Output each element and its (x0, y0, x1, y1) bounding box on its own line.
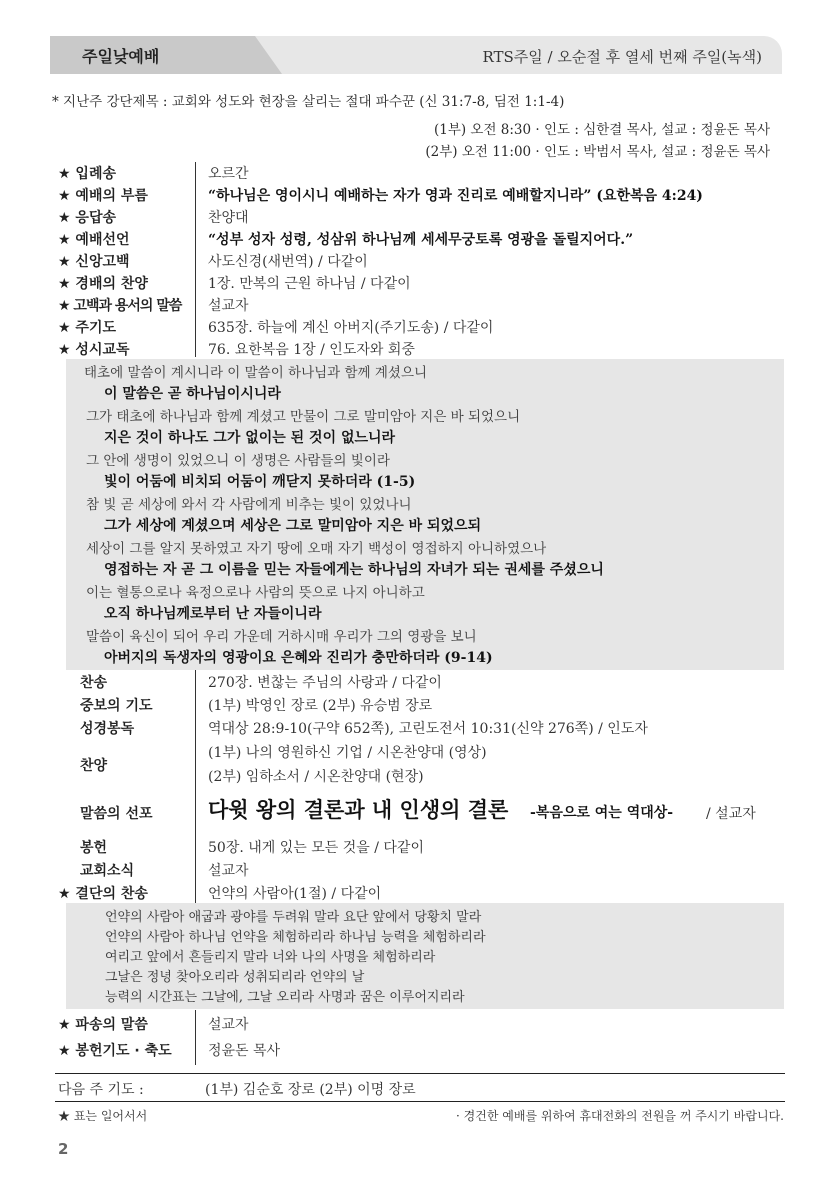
order-label: ★ 응답송 (58, 210, 116, 226)
order-label: 말씀의 선포 (80, 806, 153, 822)
order-value: 사도신경(새번역) / 다같이 (208, 254, 368, 270)
order-value: 635장. 하늘에 계신 아버지(주기도송) / 다같이 (208, 320, 494, 336)
divider-bottom (55, 1101, 785, 1102)
service-2: (2부) 오전 11:00 · 인도 : 박범서 목사, 설교 : 정윤돈 목사 (425, 144, 770, 160)
order-value: 270장. 변찮는 주님의 사랑과 / 다같이 (208, 675, 442, 691)
order-label: 중보의 기도 (80, 698, 153, 714)
last-week-sermon: * 지난주 강단제목 : 교회와 성도와 현장을 살리는 절대 파수꾼 (신 31:7-8, 딤전 1:1-4) (52, 94, 565, 110)
order-value: 설교자 (208, 298, 249, 314)
order-value: “성부 성자 성령, 성삼위 하나님께 세세무궁토록 영광을 돌릴지어다.” (208, 232, 634, 248)
order-label: ★ 봉헌기도 · 축도 (58, 1043, 172, 1059)
order-value: (1부) 박영인 장로 (2부) 유승범 장로 (208, 698, 433, 714)
reading-line: 말씀이 육신이 되어 우리 가운데 거하시매 우리가 그의 영광을 보니 (86, 629, 477, 645)
order-value: (1부) 나의 영원하신 기업 / 시온찬양대 (영상) (208, 745, 487, 761)
order-value: 1장. 만복의 근원 하나님 / 다같이 (208, 276, 411, 292)
divider-top (55, 1073, 785, 1074)
next-week-value: (1부) 김순호 장로 (2부) 이명 장로 (205, 1082, 416, 1098)
lyric-line: 능력의 시간표는 그날에, 그날 오리라 사명과 꿈은 이루어지리라 (105, 990, 465, 1005)
order-label: ★ 성시교독 (58, 342, 130, 358)
order-value: 역대상 28:9-10(구약 652쪽), 고린도전서 10:31(신약 276쪽) / 인도자 (208, 721, 648, 737)
service-1: (1부) 오전 8:30 · 인도 : 심한결 목사, 설교 : 정윤돈 목사 (433, 122, 770, 138)
sermon-subtitle: -복음으로 여는 역대상- (530, 805, 674, 821)
order-label: ★ 파송의 말씀 (58, 1017, 148, 1033)
order-label: 성경봉독 (80, 721, 135, 737)
order-label: ★ 입례송 (58, 166, 116, 182)
reading-line: 이 말씀은 곧 하나님이시니라 (104, 386, 281, 402)
order-label: 봉헌 (80, 840, 108, 856)
order-value: 오르간 (208, 166, 249, 182)
column-divider (195, 1010, 196, 1065)
service-info: RTS주일 / 오순절 후 열세 번째 주일(녹색) (482, 48, 762, 66)
order-value: “하나님은 영이시니 예배하는 자가 영과 진리로 예배할지니라” (요한복음 4:24) (208, 188, 703, 204)
lyric-line: 그날은 정녕 찾아오리라 성취되리라 언약의 날 (105, 970, 365, 985)
lyric-line: 언약의 사람아 애굽과 광야를 두려워 말라 요단 앞에서 당황치 말라 (105, 910, 482, 925)
order-value: 설교자 (208, 1017, 249, 1033)
order-value: 50장. 내게 있는 모든 것을 / 다같이 (208, 840, 424, 856)
sermon-speaker: / 설교자 (706, 806, 756, 822)
lyric-line: 언약의 사람아 하나님 언약을 체험하리라 하나님 능력을 체험하리라 (105, 930, 486, 945)
stand-note: ★ 표는 일어서서 (58, 1109, 148, 1123)
order-value: 언약의 사람아(1절) / 다같이 (208, 886, 382, 902)
reading-line: 오직 하나님께로부터 난 자들이니라 (104, 606, 322, 622)
next-week-label: 다음 주 기도 : (58, 1082, 144, 1098)
order-label: ★ 예배의 부름 (58, 188, 148, 204)
lyric-line: 여리고 앞에서 흔들리지 말라 너와 나의 사명을 체험하리라 (105, 950, 436, 965)
phone-note: · 경건한 예배를 위하여 휴대전화의 전원을 꺼 주시기 바랍니다. (456, 1109, 784, 1123)
order-label: 교회소식 (80, 863, 135, 879)
sermon-title: 다윗 왕의 결론과 내 인생의 결론 (208, 797, 509, 822)
order-label: ★ 경배의 찬양 (58, 276, 148, 292)
column-divider (195, 670, 196, 903)
reading-line: 그가 태초에 하나님과 함께 계셨고 만물이 그로 말미암아 지은 바 되었으니 (86, 409, 521, 425)
section-title: 주일낮예배 (82, 47, 160, 66)
reading-line: 영접하는 자 곧 그 이름을 믿는 자들에게는 하나님의 자녀가 되는 권세를 주셨으니 (104, 562, 604, 578)
order-label: ★ 주기도 (58, 320, 116, 336)
reading-line: 아버지의 독생자의 영광이요 은혜와 진리가 충만하더라 (9-14) (104, 650, 493, 666)
reading-line: 그 안에 생명이 있었으니 이 생명은 사람들의 빛이라 (86, 453, 390, 469)
order-value: 찬양대 (208, 210, 249, 226)
order-label: ★ 결단의 찬송 (58, 886, 148, 902)
column-divider (195, 162, 196, 357)
order-label: ★ 신앙고백 (58, 254, 130, 270)
order-label: ★ 고백과 용서의 말씀 (58, 298, 182, 314)
reading-line: 참 빛 곧 세상에 와서 각 사람에게 비추는 빛이 있었나니 (86, 497, 412, 513)
reading-line: 지은 것이 하나도 그가 없이는 된 것이 없느니라 (104, 430, 396, 446)
page-number: 2 (58, 1140, 69, 1158)
reading-line: 빛이 어둠에 비치되 어둠이 깨닫지 못하더라 (1-5) (104, 474, 416, 490)
order-label: 찬양 (80, 758, 108, 774)
order-label: 찬송 (80, 675, 108, 691)
reading-line: 이는 혈통으로나 육정으로나 사람의 뜻으로 나지 아니하고 (86, 585, 425, 601)
order-value: 설교자 (208, 863, 249, 879)
order-value: (2부) 임하소서 / 시온찬양대 (현장) (208, 769, 424, 785)
order-value: 정윤돈 목사 (208, 1043, 281, 1059)
order-label: ★ 예배선언 (58, 232, 130, 248)
reading-line: 그가 세상에 계셨으며 세상은 그로 말미암아 지은 바 되었으되 (104, 518, 482, 534)
order-value: 76. 요한복음 1장 / 인도자와 회중 (208, 342, 415, 358)
reading-line: 태초에 말씀이 계시니라 이 말씀이 하나님과 함께 계셨으니 (84, 365, 428, 381)
reading-line: 세상이 그를 알지 못하였고 자기 땅에 오매 자기 백성이 영접하지 아니하였으나 (86, 541, 547, 557)
